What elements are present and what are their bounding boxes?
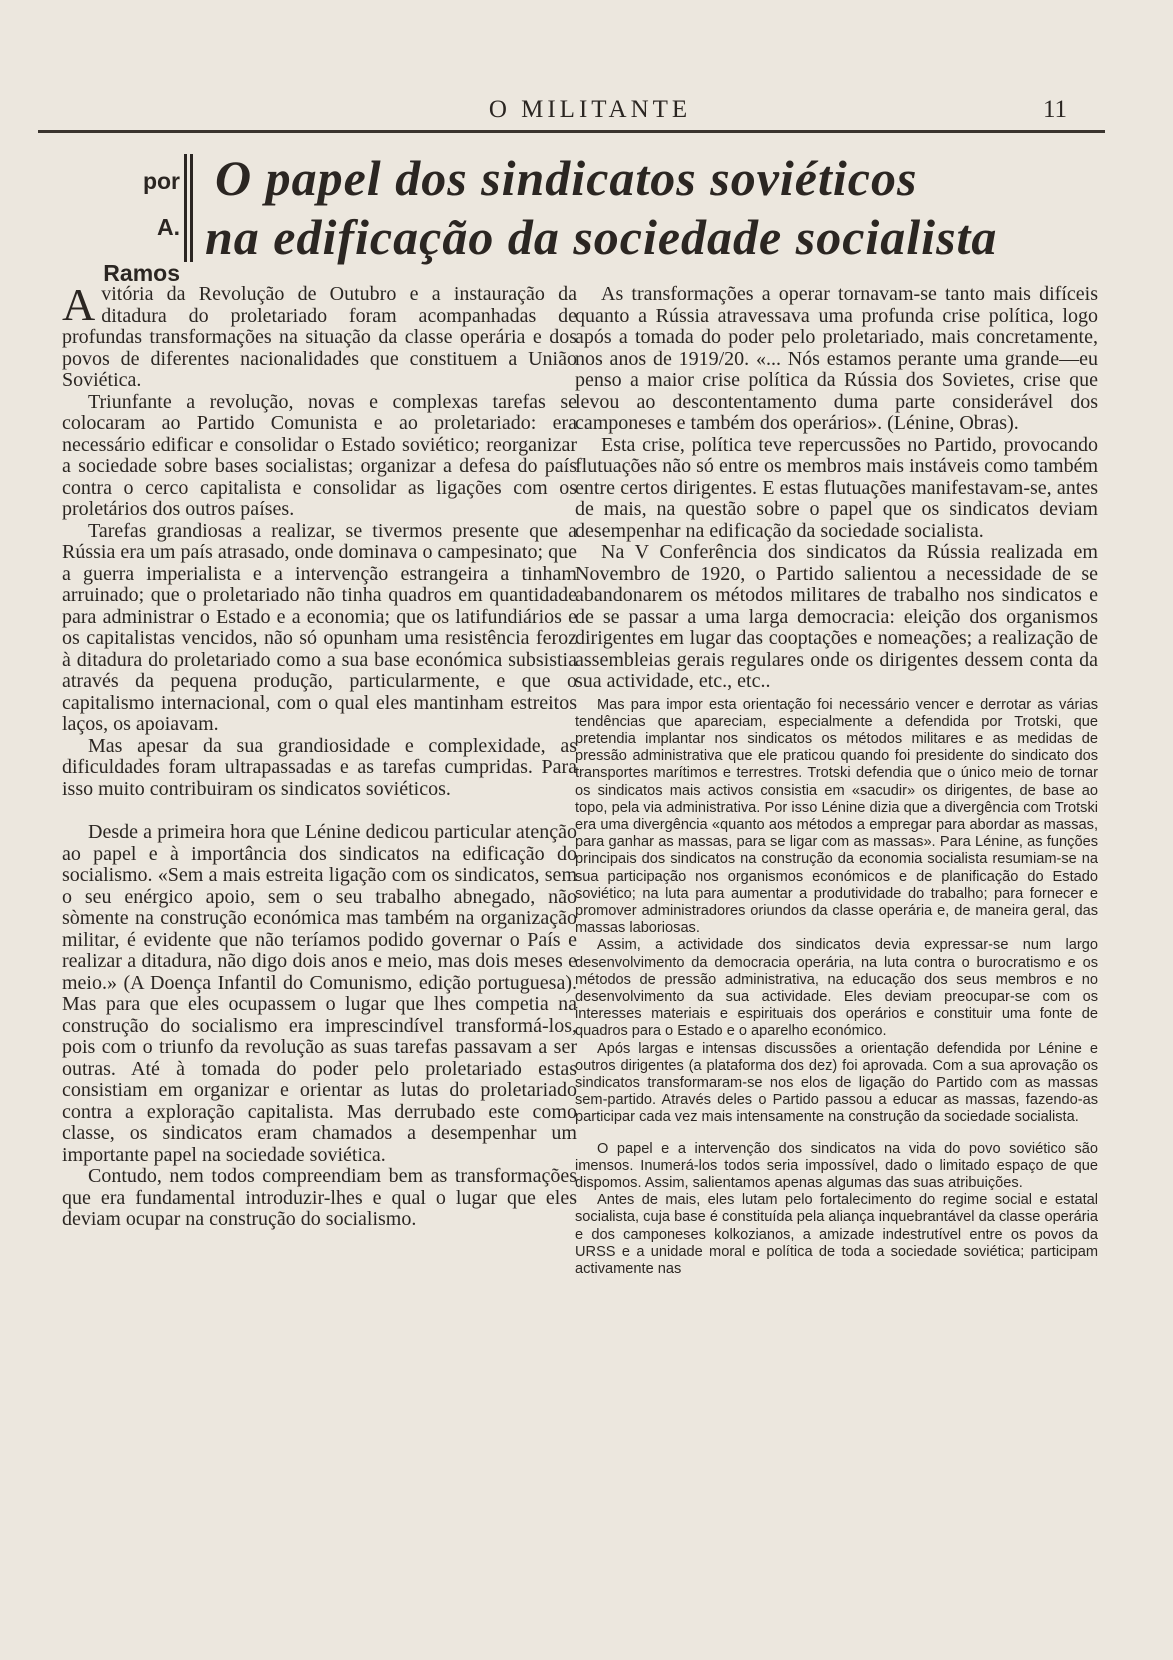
article-column-left [62,279,577,1231]
paragraph: Triunfante a revolução, novas e complexas tarefas se colocaram ao Partido Comunista e ao proletariado: era necessário edificar e consolidar o Estado soviético; reorganizar a sociedade sobre bases socialistas; organizar a defesa do país contra o cerco capitalista e consolidar as ligações com os proletários dos outros países. [62,390,577,520]
paragraph: Assim, a actividade dos sindicatos devia expressar-se num largo desenvolvimento da democracia operária, na luta contra o burocratismo e os métodos de pressão administrativa, na educação dos seus membros e no desenvolvimento da sua actividade. Eles deviam preocupar-se com os interesses materiais e espirituais dos operários e constituir uma fonte de quadros para o Estado e o aparelho económico. [575,937,1098,1040]
small-print-section [575,697,1098,1279]
page-number: 11 [1042,96,1068,123]
page-header [0,92,1173,132]
paragraph [62,279,577,392]
paragraph: O papel e a intervenção dos sindicatos na vida do povo soviético são imensos. Inumerá-los todos seria impossível, dado o limitado espaço de que dispomos. Assim, salientamos apenas algumas das suas atribuições. [575,1140,1098,1191]
paragraph: Mas para impor esta orientação foi necessário vencer e derrotar as várias tendências que apareciam, especialmente a defendida por Trotski, que pretendia implantar nos sindicatos os métodos militares e as medidas de pressão administrativa que ele praticou quando foi presidente do sindicato dos transportes marítimos e terrestres. Trotski defendia que o único meio de tornar os sindicatos mais activos consistia em «sacudir» os dirigentes, de base ao topo, pela via administrativa. Por isso Lénine dizia que a divergência com Trotski era uma divergência «quanto aos métodos a empregar para abordar as massas, para ganhar as massas, para se ligar com as massas». Para Lénine, as funções principais dos sindicatos na construção da economia socialista resumiam-se na sua participação nos organismos económicos e de planificação do Estado soviético; na luta para aumentar a produtividade do trabalho; para fornecer e promover administradores oriundos da classe operária e, de maneira geral, das massas laboriosas. [575,696,1098,937]
headline-divider [190,154,193,262]
paragraph: Na V Conferência dos sindicatos da Rússia realizada em Novembro de 1920, o Partido salientou a necessidade de se abandonarem os métodos militares de trabalho nos sindicatos e de se passar a uma larga democracia: eleição dos organismos dirigentes em lugar das cooptações e nomeações; a realização de assembleias gerais regulares onde os dirigentes dessem conta da sua actividade, etc., etc.. [575,541,1098,692]
paragraph: Desde a primeira hora que Lénine dedicou particular atenção ao papel e à importância dos sindicatos na edificação do socialismo. «Sem a mais estreita ligação com os sindicatos, sem o seu enérgico apoio, sem o seu trabalho abnegado, não sòmente na construção económica mas também na organização militar, é evidente que não teríamos podido governar o País e realizar a ditadura, não digo dois anos e meio, mas dois meses e meio.» (A Doença Infantil do Comunismo, edição portuguesa). Mas para que eles ocupassem o lugar que lhes competia na construção do socialismo era imprescindível transformá-los, pois com o triunfo da revolução as suas tarefas passavam a ser outras. Até à tomada do poder pelo proletariado estas consistiam em organizar e orientar as lutas do proletariado contra a exploração capitalista. Mas derrubado este como classe, os sindicatos eram chamados a desempenhar um importante papel na sociedade soviética. [62,821,577,1166]
byline-prefix: por [142,168,180,194]
paragraph: Contudo, nem todos compreendiam bem as transformações que era fundamental introduzir-lhes e qual o lugar que eles deviam ocupar na construção do socialismo. [62,1165,577,1230]
headline-divider [184,154,187,262]
headline-line-2: na edificação da sociedade socialista [205,209,998,265]
paragraph: Esta crise, política teve repercussões no Partido, provocando flutuações não só entre os membros mais instáveis como também entre certos dirigentes. E estas flutuações manifestavam-se, antes de mais, na questão sobre o papel que os sindicatos deviam desempenhar na edificação da sociedade socialista. [575,433,1098,542]
paragraph: Antes de mais, eles lutam pelo fortalecimento do regime social e estatal socialista, cuja base é constituída pela aliança inquebrantável da classe operária e dos camponeses kolkozianos, a amizade indestrutível entre os povos da URSS e a unidade moral e política de toda a sociedade soviética; participam activamente nas [575,1192,1098,1277]
drop-cap: A [62,279,96,330]
article-headline [205,150,1105,268]
paragraph-text: vitória da Revolução de Outubro e a instauração da ditadura do proletariado foram acompanhadas de profundas transformações na situação da classe operária e dos povos de diferentes nacionalidades que constituem a União Soviética. [62,283,577,391]
paragraph: Tarefas grandiosas a realizar, se tivermos presente que a Rússia era um país atrasado, onde dominava o campesinato; que a guerra imperialista e a intervenção estrangeira a tinham arruinado; que o proletariado não tinha quadros em quantidade para administrar o Estado e a economia; que os latifundiários e os capitalistas vencidos, não só opunham uma resistência feroz à ditadura do proletariado como a sua base económica subsistia através da pequena produção, particularmente, e que o capitalismo internacional, com o qual eles mantinham estreitos laços, os apoiavam. [62,519,577,735]
running-title: O MILITANTE [488,96,692,123]
article-column-right [575,284,1098,1278]
byline [90,158,180,296]
paragraph: Mas apesar da sua grandiosidade e complexidade, as dificuldades foram ultrapassadas e as tarefas cumpridas. Para isso muito contribuiram os sindicatos soviéticos. [62,734,577,800]
header-rule [38,130,1105,133]
paragraph: As transformações a operar tornavam-se tanto mais difíceis quanto a Rússia atravessava uma profunda crise política, logo após a tomada do poder pelo proletariado, mais concretamente, nos anos de 1919/20. «... Nós estamos perante uma grande—eu penso a maior crise política da Rússia dos Sovietes, crise que levou ao descontentamento duma parte considerável dos camponeses e também dos operários». (Lénine, Obras). [575,283,1098,434]
byline-author: A. Ramos [103,214,180,286]
headline-line-1: O papel dos sindicatos soviéticos [215,150,918,206]
paragraph: Após largas e intensas discussões a orientação defendida por Lénine e outros dirigentes (a plataforma dos dez) foi aprovada. Com a sua aprovação os sindicatos transformaram-se nos elos de ligação do Partido com as massas sem-partido. Através deles o Partido passou a educar as massas, fazendo-as participar cada vez mais intensamente na construção da sociedade socialista. [575,1040,1098,1126]
